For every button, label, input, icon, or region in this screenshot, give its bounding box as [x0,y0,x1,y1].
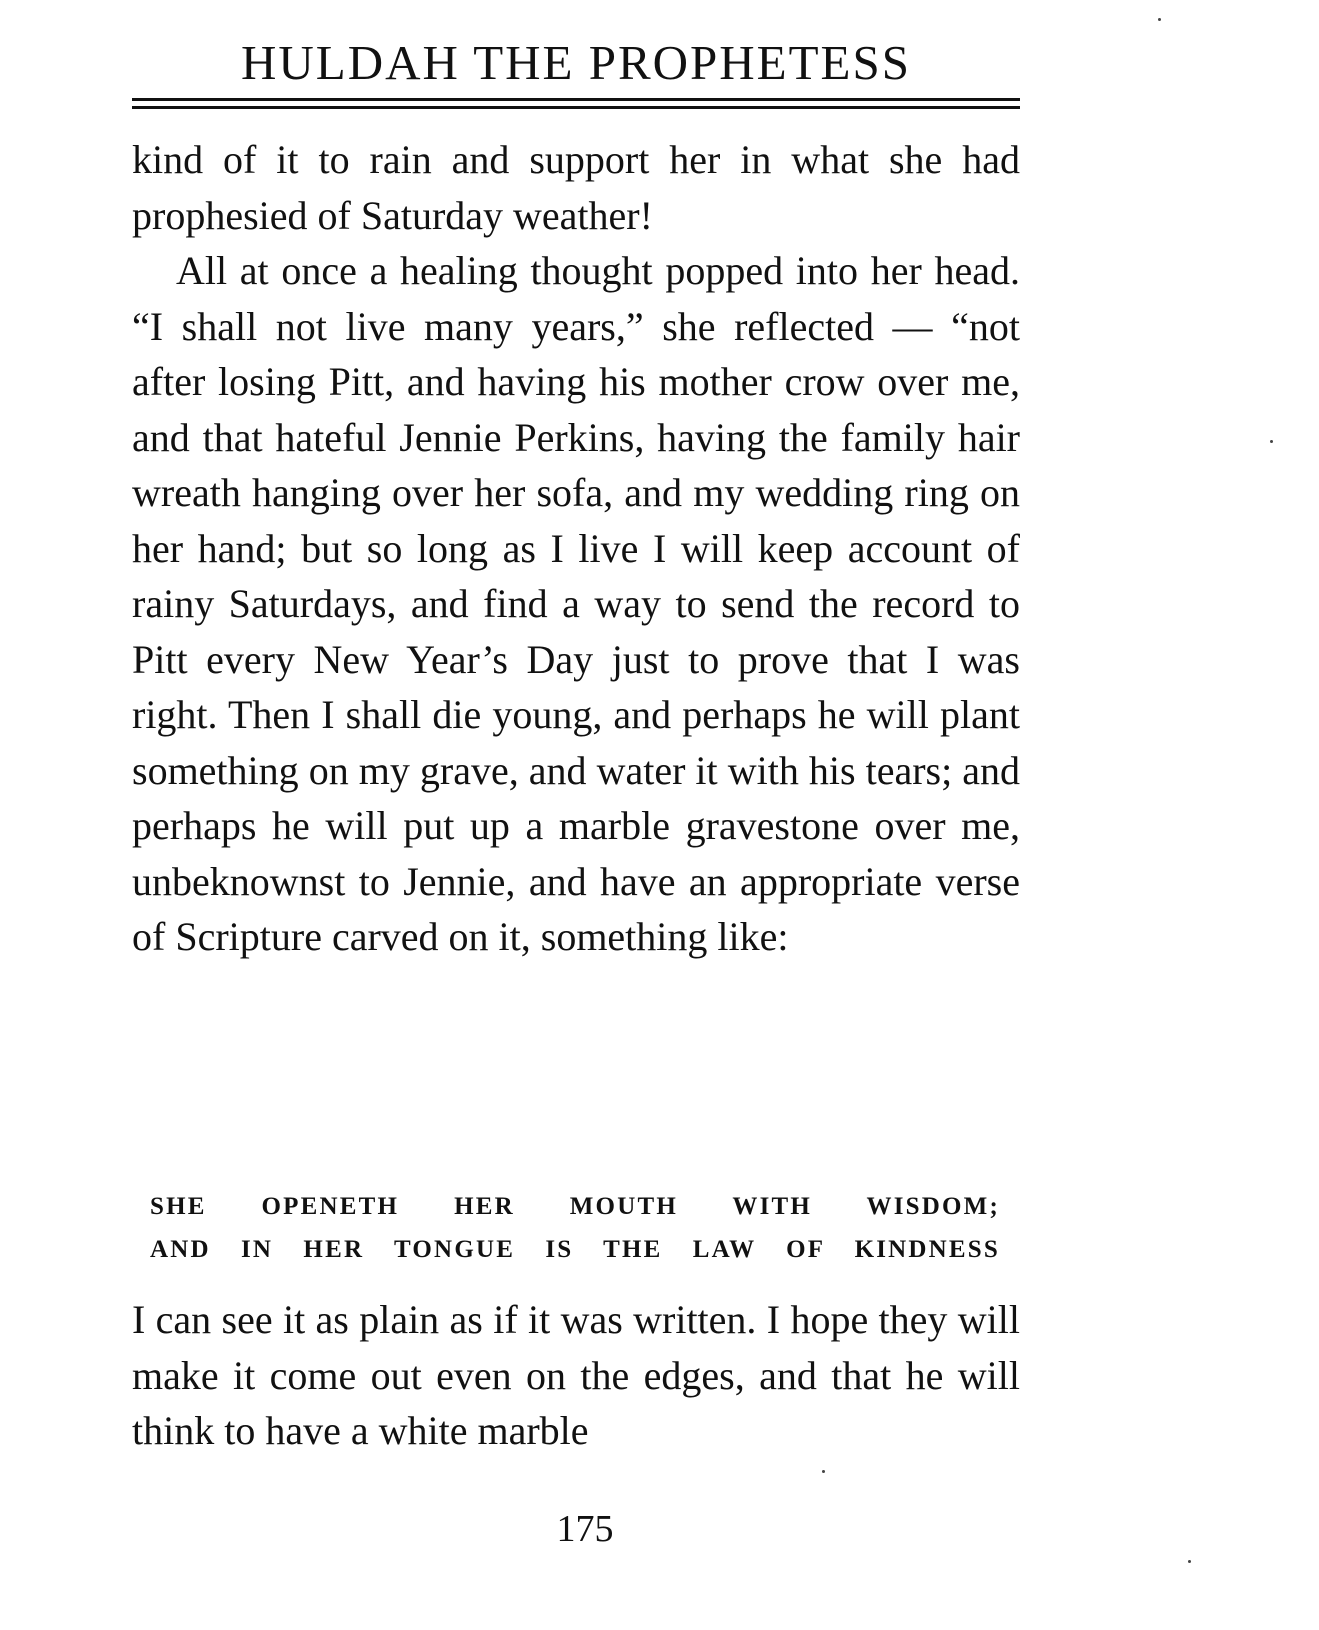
epitaph-line-2: AND IN HER TONGUE IS THE LAW OF KINDNESS [150,1236,1000,1263]
paragraph-continuation: kind of it to rain and support her in what she had prophesied of Saturday weather! [132,137,1020,238]
header-rule-top [132,98,1020,101]
scan-speck [1270,440,1273,443]
running-head: HULDAH THE PROPHETESS [241,35,911,90]
scan-speck [1188,1560,1191,1563]
epitaph-inscription [150,1185,1000,1271]
epitaph-line-1: SHE OPENETH HER MOUTH WITH WISDOM; [150,1193,1000,1220]
page-number: 175 [556,1508,614,1550]
scan-speck [822,1470,825,1473]
scan-speck [1158,18,1161,21]
paragraph-healing-thought: All at once a healing thought popped into her head. “I shall not live many years,” she reflected — “not after losing Pitt, and having his mother crow over me, and that hateful Jennie Perkins, having the family hair wreath hanging over her sofa, and my wedding ring on her hand; but so long as I live I will keep account of rainy Saturdays, and find a way to send the record to Pitt every New Year’s Day just to prove that I was right. Then I shall die young, and perhaps he will plant something on my grave, and water it with his tears; and perhaps he will put up a marble gravestone over me, unbeknownst to Jennie, and have an appropriate verse of Scripture carved on it, something like: [132,248,1020,959]
paragraph-plain-as-written: I can see it as plain as if it was written. I hope they will make it come out even on the edges, and that he will think to have a white marble [132,1297,1020,1453]
header-rule-bottom [132,106,1020,109]
